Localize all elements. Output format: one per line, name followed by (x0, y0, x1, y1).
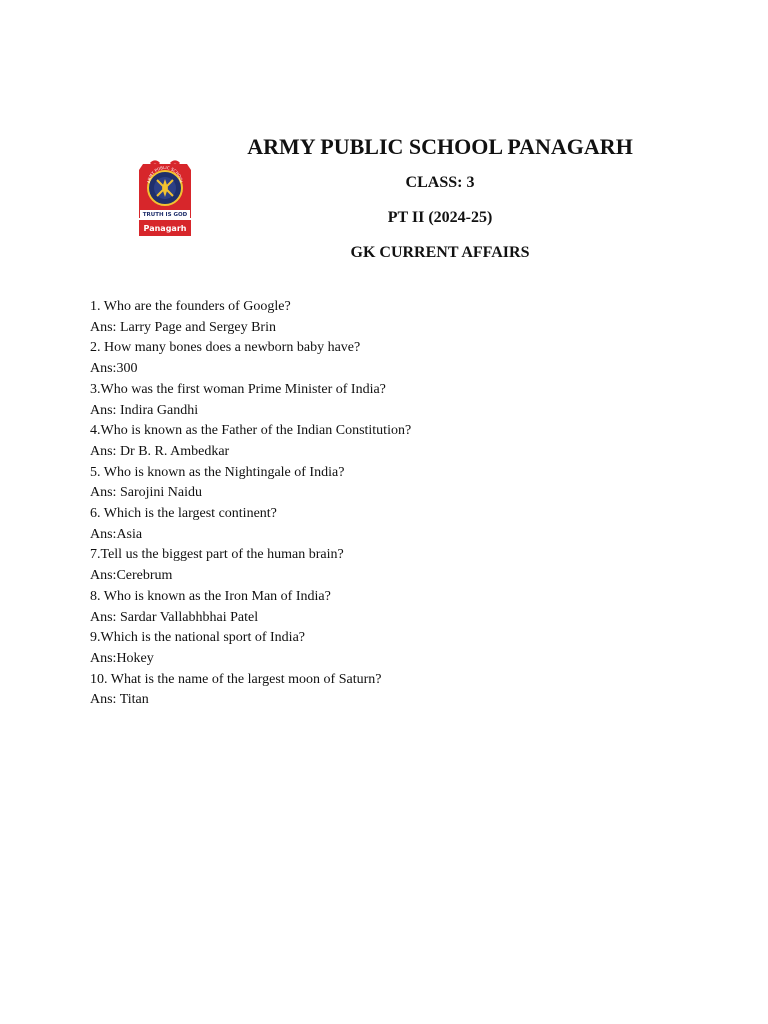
answer-10: Ans: Titan (90, 692, 149, 708)
answer-1: Ans: Larry Page and Sergey Brin (90, 319, 276, 335)
answer-8: Ans: Sardar Vallabhbhai Patel (90, 609, 259, 625)
question-3: 3.Who was the first woman Prime Minister of India? (90, 381, 386, 397)
question-2: 2. How many bones does a newborn baby have? (90, 340, 361, 356)
logo-motto: TRUTH IS GOD (142, 212, 188, 218)
logo-top-text: ARMY PUBLIC SCHOOL (145, 164, 184, 184)
answer-3: Ans: Indira Gandhi (90, 402, 199, 418)
question-7: 7.Tell us the biggest part of the human brain? (90, 547, 344, 563)
question-10: 10. What is the name of the largest moon of Saturn? (90, 671, 382, 687)
logo-place: Panagarh (143, 224, 187, 233)
answer-7: Ans:Cerebrum (90, 568, 173, 584)
question-6: 6. Which is the largest continent? (90, 506, 277, 522)
question-answer-list (90, 297, 690, 711)
term-label: PT II (2024-25) (387, 209, 493, 226)
subject-label: GK CURRENT AFFAIRS (350, 244, 530, 261)
question-5: 5. Who is known as the Nightingale of India? (90, 464, 345, 480)
class-label: CLASS: 3 (405, 174, 475, 191)
answer-5: Ans: Sarojini Naidu (90, 485, 202, 501)
question-4: 4.Who is known as the Father of the Indian Constitution? (90, 423, 412, 439)
answer-4: Ans: Dr B. R. Ambedkar (90, 443, 230, 459)
question-1: 1. Who are the founders of Google? (90, 299, 291, 314)
question-8: 8. Who is known as the Iron Man of India? (90, 588, 331, 604)
school-name: ARMY PUBLIC SCHOOL PANAGARH (247, 134, 633, 159)
answer-9: Ans:Hokey (90, 650, 154, 666)
question-9: 9.Which is the national sport of India? (90, 630, 305, 646)
answer-6: Ans:Asia (90, 526, 143, 542)
answer-2: Ans:300 (90, 361, 138, 377)
